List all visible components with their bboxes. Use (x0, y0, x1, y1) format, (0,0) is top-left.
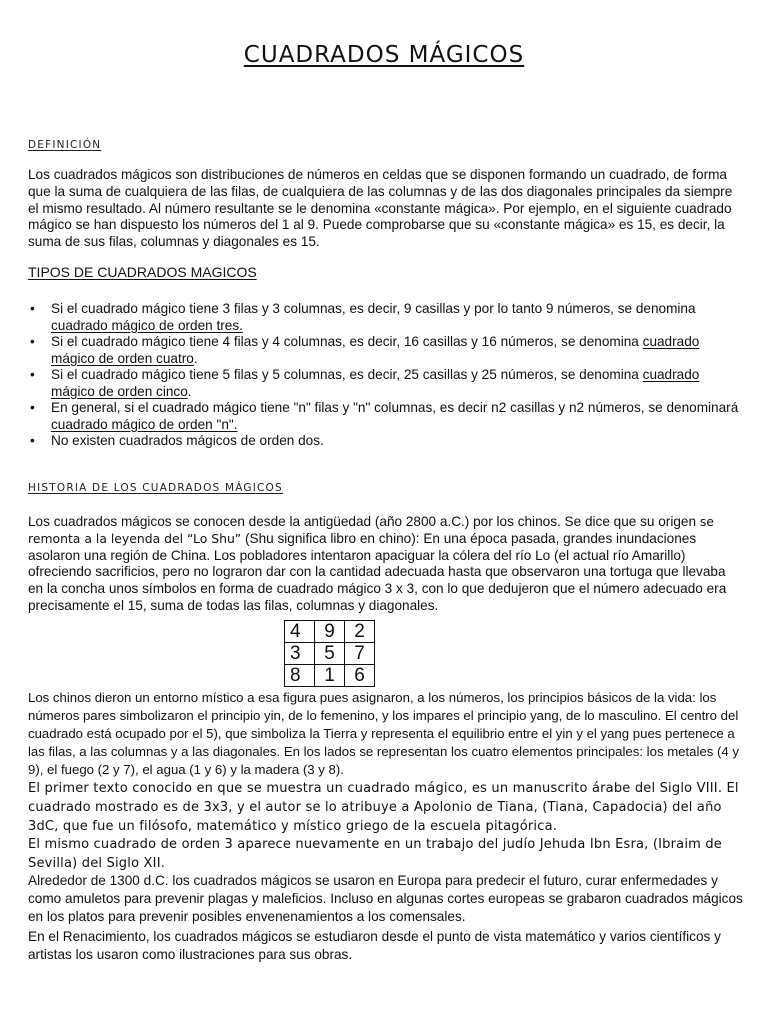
historia-paragraph-6: En el Renacimiento, los cuadrados mágicos se estudiaron desde el punto de vista matemático y varios científicos y artistas los usaron como ilustraciones para sus obras. (28, 929, 721, 962)
table-cell: 3 (285, 643, 315, 665)
table-cell: 2 (345, 621, 375, 643)
table-cell: 4 (285, 621, 315, 643)
list-item: • Si el cuadrado mágico tiene 3 filas y 3 columnas, es decir, 9 casillas y por lo tanto 9 números, se denomina cuadrado mágico de orden tres. (28, 301, 744, 334)
historia-paragraph-4: El mismo cuadrado de orden 3 aparece nuevamente en un trabajo del judío Jehuda Ibn Esra, (Ibraim de Sevilla) del Siglo XII. (28, 837, 722, 871)
list-item: • Si el cuadrado mágico tiene 4 filas y 4 columnas, es decir, 16 casillas y 16 números, se denomina cuadrado mágico de orden cuatro. (28, 334, 744, 367)
historia-paragraph-1: Los cuadrados mágicos se conocen desde la antigüedad (año 2800 a.C.) por los chinos. Se dice que su origen se remonta a la leyenda del “Lo Shu” (Shu significa libro en chino): En una época pasada, grandes inundaciones asolaron una región de China. Los pobladores intentaron apaciguar la cólera del río Lo (el actual río Amarillo) ofreciendo sacrificios, pero no lograron dar con la cantidad adecuada hasta que observaron una tortuga que llevaba en la concha unos símbolos en forma de cuadrado mágico 3 x 3, con lo que dedujeron que el número adecuado era precisamente el 15, suma de todas las filas, columnas y diagonales. (28, 514, 727, 613)
table-row (285, 621, 375, 643)
definicion-paragraph: Los cuadrados mágicos son distribuciones de números en celdas que se disponen formando un cuadrado, de forma que la suma de cualquiera de las filas, de cualquiera de las columnas y de las dos diagonales principales da siempre el mismo resultado. Al número resultante se le denomina «constante mágica». Por ejemplo, en el siguiente cuadrado mágico se han dispuesto los números del 1 al 9. Puede comprobarse que su «constante mágica» es 15, es decir, la suma de sus filas, columnas y diagonales es 15. (28, 167, 733, 250)
link-orden-cinco[interactable]: cuadrado mágico de orden cinco (51, 367, 700, 399)
historia-paragraph-5: Alrededor de 1300 d.C. los cuadrados mágicos se usaron en Europa para predecir el futuro, curar enfermedades y como amuletos para prevenir plagas y maleficios. Incluso en algunas cortes europeas se grabaron cuadrados mágicos en los platos para prevenir posibles envenenamientos a los comensales. (28, 873, 743, 924)
table-row (285, 665, 375, 687)
heading-definicion: DEFINICIÓN (28, 139, 102, 151)
link-orden-tres[interactable]: cuadrado mágico de orden tres. (51, 317, 243, 333)
table-cell: 8 (285, 665, 315, 687)
list-item: • En general, si el cuadrado mágico tiene "n" filas y "n" columnas, es decir n2 casillas y n2 números, se denominará cuadrado mágico de orden "n". (28, 400, 744, 433)
heading-tipos: TIPOS DE CUADRADOS MAGICOS (28, 264, 257, 280)
historia-paragraph-2: Los chinos dieron un entorno místico a esa figura pues asignaron, a los números, los principios básicos de la vida: los números pares simbolizaron el principio yin, de lo femenino, y los impares el principio yang, de lo masculino. El centro del cuadrado está ocupado por el 5), que simboliza la Tierra y representa el equilibrio entre el yin y el yang pues pertenece a las filas, a las columnas y a las diagonales. En los lados se representan los cuatro elementos principales: los metales (4 y 9), el fuego (2 y 7), el agua (1 y 6) y la madera (3 y 8). (28, 690, 740, 777)
table-cell: 9 (315, 621, 345, 643)
table-cell: 1 (315, 665, 345, 687)
link-orden-cuatro[interactable]: cuadrado mágico de orden cuatro (51, 334, 700, 366)
link-orden-n[interactable]: cuadrado mágico de orden "n". (51, 416, 238, 432)
table-cell: 5 (315, 643, 345, 665)
list-item: • No existen cuadrados mágicos de orden dos. (28, 433, 744, 450)
table-cell: 7 (345, 643, 375, 665)
historia-paragraph-3: El primer texto conocido en que se muestra un cuadrado mágico, es un manuscrito árabe del Siglo VIII. El cuadrado mostrado es de 3x3, y el autor se lo atribuye a Apolonio de Tiana, (Tiana, Capadocia) del año 3dC, que fue un filósofo, matemático y místico griego de la escuela pitagórica. (28, 781, 739, 834)
table-row (285, 643, 375, 665)
heading-historia: HISTORIA DE LOS CUADRADOS MÁGICOS (28, 482, 283, 494)
tipos-list (28, 301, 744, 450)
list-item: • Si el cuadrado mágico tiene 5 filas y 5 columnas, es decir, 25 casillas y 25 números, se denomina cuadrado mágico de orden cinco. (28, 367, 744, 400)
page-title: CUADRADOS MÁGICOS (243, 42, 525, 68)
magic-square-table (284, 620, 375, 687)
table-cell: 6 (345, 665, 375, 687)
